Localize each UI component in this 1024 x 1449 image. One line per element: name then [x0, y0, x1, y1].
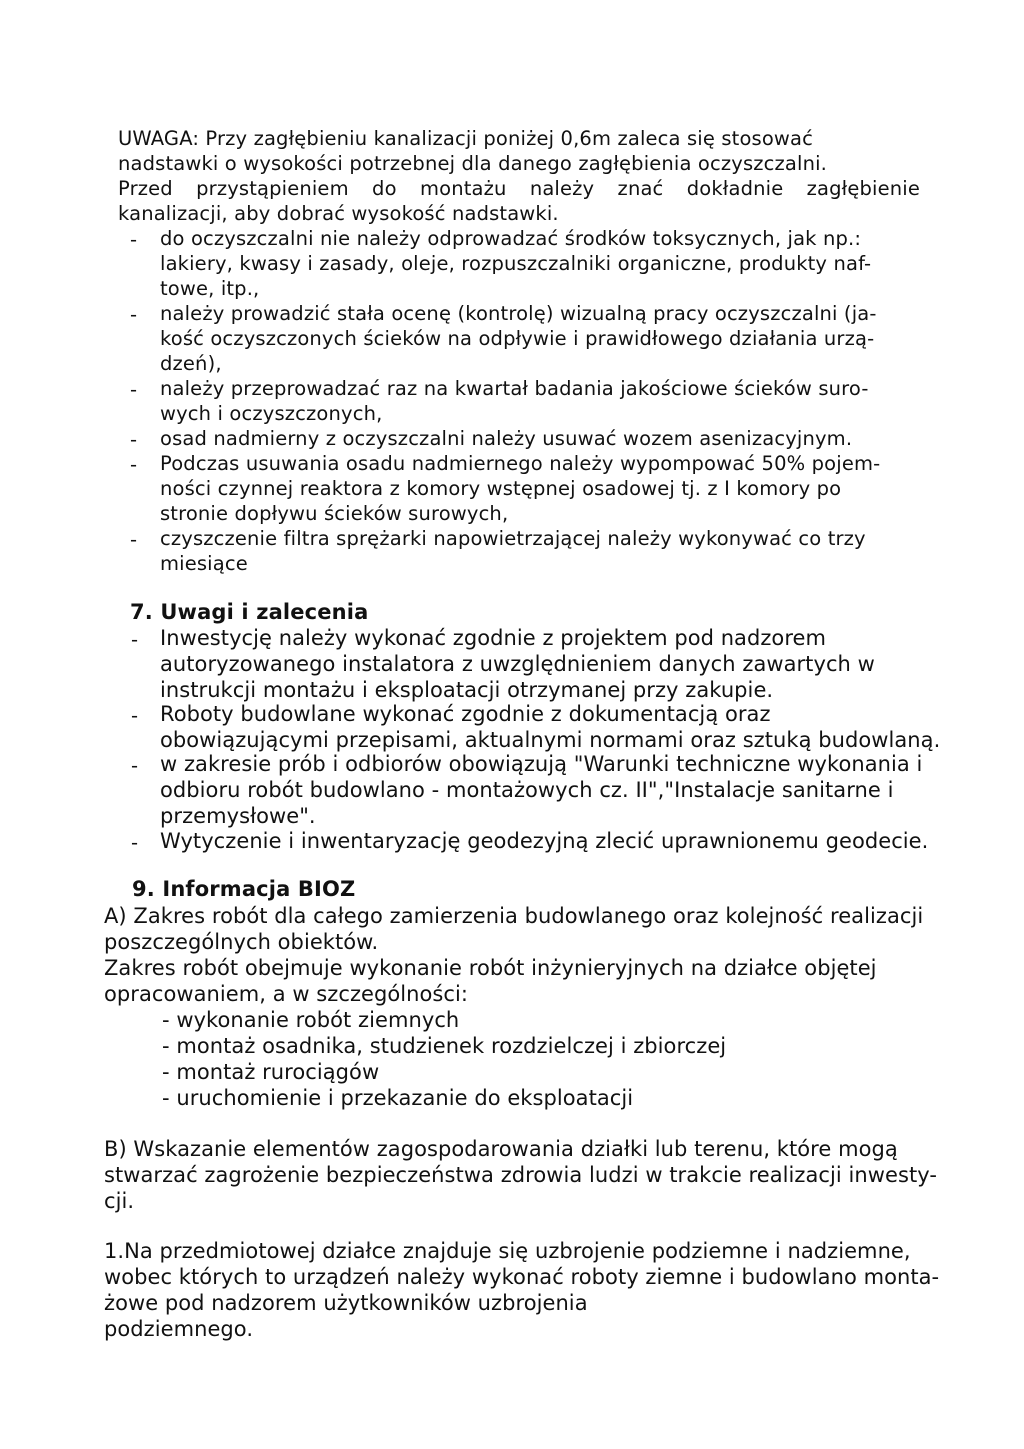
s9-p1-line-1: 1.Na przedmiotowej działce znajduje się uzbrojenie podziemne i nadziemne,: [104, 1239, 911, 1263]
bullet-6-line-1: czyszczenie filtra sprężarki napowietrzającej należy wykonywać co trzy: [160, 527, 866, 550]
s7-bullet-3-line-2: odbioru robót budowlano - montażowych cz. II","Instalacje sanitarne i: [160, 778, 894, 802]
s7-bullet-3-line-1: w zakresie prób i odbiorów obowiązują "Warunki techniczne wykonania i: [160, 752, 923, 776]
bullet-5-line-3: stronie dopływu ścieków surowych,: [160, 502, 509, 525]
s9-b-line-1: B) Wskazanie elementów zagospodarowania działki lub terenu, które mogą: [104, 1137, 898, 1161]
s9-list-item: - montaż rurociągów: [162, 1060, 380, 1084]
section-7-heading: 7. Uwagi i zalecenia: [130, 600, 369, 624]
bullet-dash: -: [130, 303, 138, 326]
s7-bullet-1-line-3: instrukcji montażu i eksploatacji otrzymanej przy zakupie.: [160, 678, 774, 702]
uwaga-line-1: UWAGA: Przy zagłębieniu kanalizacji poniżej 0,6m zaleca się stosować: [118, 127, 814, 150]
bullet-2-line-1: należy prowadzić stała ocenę (kontrolę) wizualną pracy oczyszczalni (ja-: [160, 302, 877, 325]
uwaga-line-2: nadstawki o wysokości potrzebnej dla danego zagłębienia oczyszczalni.: [118, 152, 828, 175]
s9-list-item: - wykonanie robót ziemnych: [162, 1008, 460, 1032]
uwaga-line-3: Przed przystąpieniem do montażu należy znać dokładnie zagłębienie: [118, 177, 920, 200]
s9-a-line-3: Zakres robót obejmuje wykonanie robót inżynieryjnych na działce objętej: [104, 956, 877, 980]
s9-a-line-4: opracowaniem, a w szczególności:: [104, 982, 469, 1006]
s7-bullet-2-line-1: Roboty budowlane wykonać zgodnie z dokumentacją oraz: [160, 702, 771, 726]
s9-b-line-3: cji.: [104, 1189, 135, 1213]
s7-bullet-2-line-2: obowiązującymi przepisami, aktualnymi normami oraz sztuką budowlaną.: [160, 728, 941, 752]
s7-bullet-3-line-3: przemysłowe".: [160, 804, 316, 828]
bullet-2-line-3: dzeń),: [160, 352, 222, 375]
s9-list-item: - montaż osadnika, studzienek rozdzielczej i zbiorczej: [162, 1034, 727, 1058]
bullet-4-line-1: osad nadmierny z oczyszczalni należy usuwać wozem asenizacyjnym.: [160, 427, 853, 450]
bullet-dash: -: [131, 628, 139, 651]
s9-b-line-2: stwarzać zagrożenie bezpieczeństwa zdrowia ludzi w trakcie realizacji inwesty-: [104, 1163, 937, 1187]
bullet-dash: -: [131, 704, 139, 727]
s7-bullet-4-line-1: Wytyczenie i inwentaryzację geodezyjną zlecić uprawnionemu geodecie.: [160, 829, 929, 853]
bullet-2-line-2: kość oczyszczonych ścieków na odpływie i prawidłowego działania urzą-: [160, 327, 875, 350]
s9-a-line-1: A) Zakres robót dla całego zamierzenia budowlanego oraz kolejność realizacji: [104, 904, 924, 928]
s9-p1-line-3: żowe pod nadzorem użytkowników uzbrojenia: [104, 1291, 588, 1315]
bullet-3-line-2: wych i oczyszczonych,: [160, 402, 383, 425]
bullet-1-line-1: do oczyszczalni nie należy odprowadzać środków toksycznych, jak np.:: [160, 227, 862, 250]
bullet-1-line-3: towe, itp.,: [160, 277, 260, 300]
bullet-dash: -: [130, 453, 138, 476]
s7-bullet-1-line-1: Inwestycję należy wykonać zgodnie z projektem pod nadzorem: [160, 626, 827, 650]
bullet-dash: -: [131, 831, 139, 854]
bullet-dash: -: [130, 378, 138, 401]
bullet-5-line-1: Podczas usuwania osadu nadmiernego należy wypompować 50% pojem-: [160, 452, 881, 475]
uwaga-line-4: kanalizacji, aby dobrać wysokość nadstawki.: [118, 202, 559, 225]
bullet-6-line-2: miesiące: [160, 552, 248, 575]
s9-a-line-2: poszczególnych obiektów.: [104, 930, 379, 954]
bullet-1-line-2: lakiery, kwasy i zasady, oleje, rozpuszczalniki organiczne, produkty naf-: [160, 252, 872, 275]
bullet-3-line-1: należy przeprowadzać raz na kwartał badania jakościowe ścieków suro-: [160, 377, 869, 400]
s9-list-item: - uruchomienie i przekazanie do eksploatacji: [162, 1086, 634, 1110]
bullet-5-line-2: ności czynnej reaktora z komory wstępnej osadowej tj. z I komory po: [160, 477, 842, 500]
bullet-dash: -: [130, 228, 138, 251]
bullet-dash: -: [130, 528, 138, 551]
s9-p1-line-2: wobec których to urządzeń należy wykonać roboty ziemne i budowlano monta-: [104, 1265, 940, 1289]
section-9-heading: 9. Informacja BIOZ: [132, 877, 356, 901]
s7-bullet-1-line-2: autoryzowanego instalatora z uwzględnieniem danych zawartych w: [160, 652, 875, 676]
bullet-dash: -: [130, 428, 138, 451]
bullet-dash: -: [131, 754, 139, 777]
s9-p1-line-4: podziemnego.: [104, 1317, 254, 1341]
